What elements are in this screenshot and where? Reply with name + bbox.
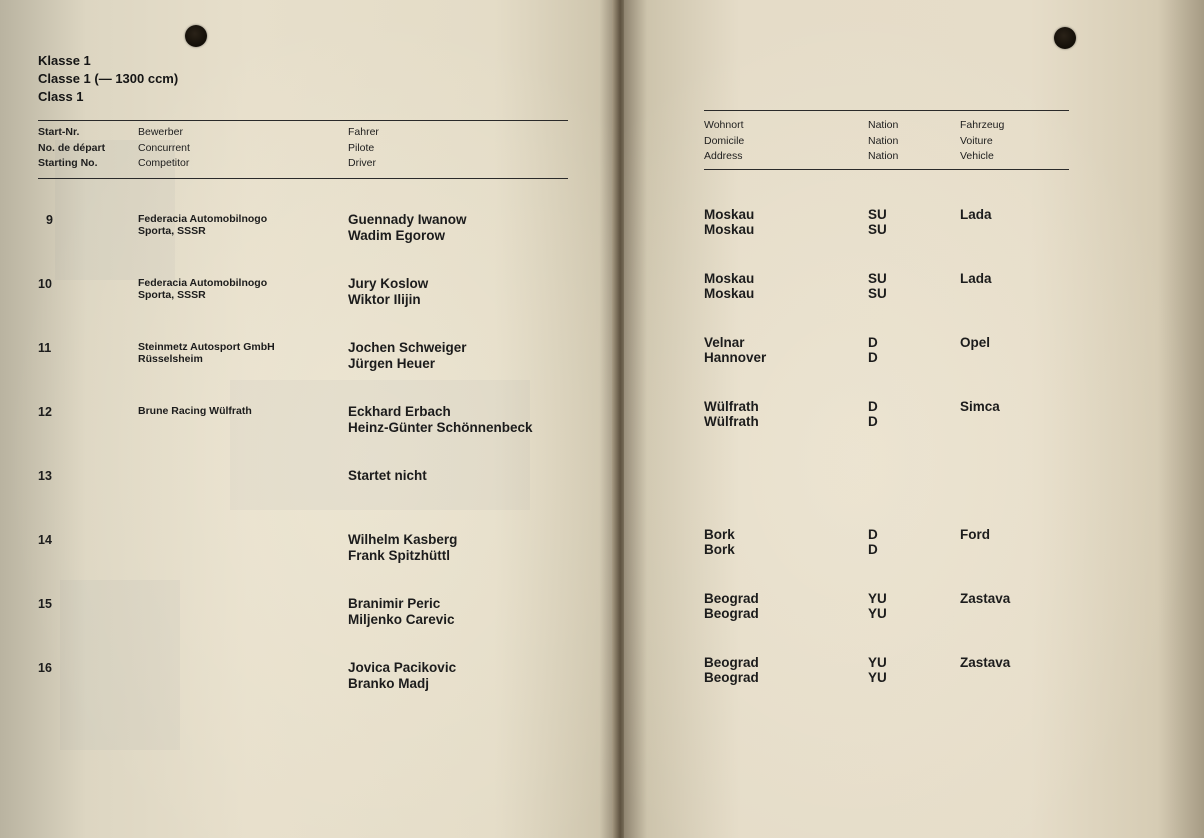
vehicle: Simca bbox=[960, 399, 1000, 414]
header-rule-top bbox=[38, 120, 568, 121]
nation-2: SU bbox=[868, 286, 887, 301]
vehicle: Lada bbox=[960, 207, 992, 222]
col-head-address: Wohnort Domicile Address bbox=[704, 119, 745, 162]
nation-2: SU bbox=[868, 222, 887, 237]
col-head-competitor: Bewerber Concurrent Competitor bbox=[138, 126, 190, 169]
nation-2: D bbox=[868, 542, 878, 557]
start-number: 15 bbox=[38, 597, 52, 611]
driver-2: Wiktor Ilijin bbox=[348, 292, 421, 307]
competitor-line-2: Rüsselsheim bbox=[138, 353, 203, 365]
vehicle: Zastava bbox=[960, 591, 1011, 606]
start-number: 9 bbox=[46, 213, 53, 227]
vehicle: Zastava bbox=[960, 655, 1011, 670]
header-rule-bottom bbox=[704, 169, 1069, 170]
vehicle: Opel bbox=[960, 335, 991, 350]
driver-2: Branko Madj bbox=[348, 676, 430, 691]
col-head-start-no: Start-Nr. No. de départ Starting No. bbox=[38, 126, 106, 169]
driver-2: Miljenko Carevic bbox=[348, 612, 455, 627]
competitor-line-1: Brune Racing Wülfrath bbox=[138, 405, 252, 417]
competitor-line-1: Federacia Automobilnogo bbox=[138, 213, 268, 225]
address-2: Bork bbox=[704, 542, 735, 557]
start-number: 11 bbox=[38, 341, 52, 355]
vehicle: Lada bbox=[960, 271, 992, 286]
address-2: Beograd bbox=[704, 606, 759, 621]
nation-1: YU bbox=[868, 655, 887, 670]
show-through-shadow bbox=[230, 380, 530, 510]
nation-2: YU bbox=[868, 670, 887, 685]
punch-hole bbox=[185, 25, 207, 47]
nation-1: SU bbox=[868, 207, 887, 222]
address-1: Beograd bbox=[704, 591, 759, 606]
show-through-shadow bbox=[60, 580, 180, 750]
col-head-vehicle: Fahrzeug Voiture Vehicle bbox=[960, 119, 1005, 162]
competitor-line-2: Sporta, SSSR bbox=[138, 225, 206, 237]
nation-1: D bbox=[868, 399, 878, 414]
nation-1: D bbox=[868, 527, 878, 542]
start-number: 13 bbox=[38, 469, 52, 483]
address-1: Beograd bbox=[704, 655, 759, 670]
col-head-driver: Fahrer Pilote Driver bbox=[348, 126, 379, 169]
driver-1: Startet nicht bbox=[348, 468, 427, 483]
nation-2: D bbox=[868, 350, 878, 365]
address-2: Beograd bbox=[704, 670, 759, 685]
driver-1: Branimir Peric bbox=[348, 596, 441, 611]
address-2: Hannover bbox=[704, 350, 767, 365]
competitor-line-1: Federacia Automobilnogo bbox=[138, 277, 268, 289]
address-1: Moskau bbox=[704, 207, 755, 222]
driver-2: Heinz-Günter Schönnenbeck bbox=[348, 420, 533, 435]
driver-2: Jürgen Heuer bbox=[348, 356, 436, 371]
competitor-line-1: Steinmetz Autosport GmbH bbox=[138, 341, 275, 353]
driver-1: Jochen Schweiger bbox=[348, 340, 467, 355]
address-2: Wülfrath bbox=[704, 414, 759, 429]
start-number: 12 bbox=[38, 405, 52, 419]
address-2: Moskau bbox=[704, 286, 755, 301]
col-head-nation: Nation Nation Nation bbox=[868, 119, 899, 162]
header-rule-top bbox=[704, 110, 1069, 111]
nation-1: SU bbox=[868, 271, 887, 286]
driver-2: Wadim Egorow bbox=[348, 228, 445, 243]
driver-1: Guennady Iwanow bbox=[348, 212, 467, 227]
driver-2: Frank Spitzhüttl bbox=[348, 548, 450, 563]
driver-1: Jury Koslow bbox=[348, 276, 429, 291]
punch-hole bbox=[1054, 27, 1076, 49]
vehicle: Ford bbox=[960, 527, 990, 542]
start-number: 10 bbox=[38, 277, 52, 291]
right-page bbox=[624, 0, 1204, 838]
address-1: Wülfrath bbox=[704, 399, 759, 414]
nation-1: YU bbox=[868, 591, 887, 606]
class-heading bbox=[38, 52, 178, 106]
start-number: 16 bbox=[38, 661, 52, 675]
driver-1: Jovica Pacikovic bbox=[348, 660, 457, 675]
heading-line-3: Class 1 bbox=[38, 89, 84, 104]
driver-1: Wilhelm Kasberg bbox=[348, 532, 458, 547]
address-1: Moskau bbox=[704, 271, 755, 286]
address-2: Moskau bbox=[704, 222, 755, 237]
start-number: 14 bbox=[38, 533, 52, 547]
nation-2: YU bbox=[868, 606, 887, 621]
driver-1: Eckhard Erbach bbox=[348, 404, 451, 419]
nation-1: D bbox=[868, 335, 878, 350]
address-1: Velnar bbox=[704, 335, 745, 350]
competitor-line-2: Sporta, SSSR bbox=[138, 289, 206, 301]
heading-line-2: Classe 1 (— 1300 ccm) bbox=[38, 71, 179, 86]
heading-line-1: Klasse 1 bbox=[38, 53, 91, 68]
header-rule-bottom bbox=[38, 178, 568, 179]
address-1: Bork bbox=[704, 527, 735, 542]
nation-2: D bbox=[868, 414, 878, 429]
